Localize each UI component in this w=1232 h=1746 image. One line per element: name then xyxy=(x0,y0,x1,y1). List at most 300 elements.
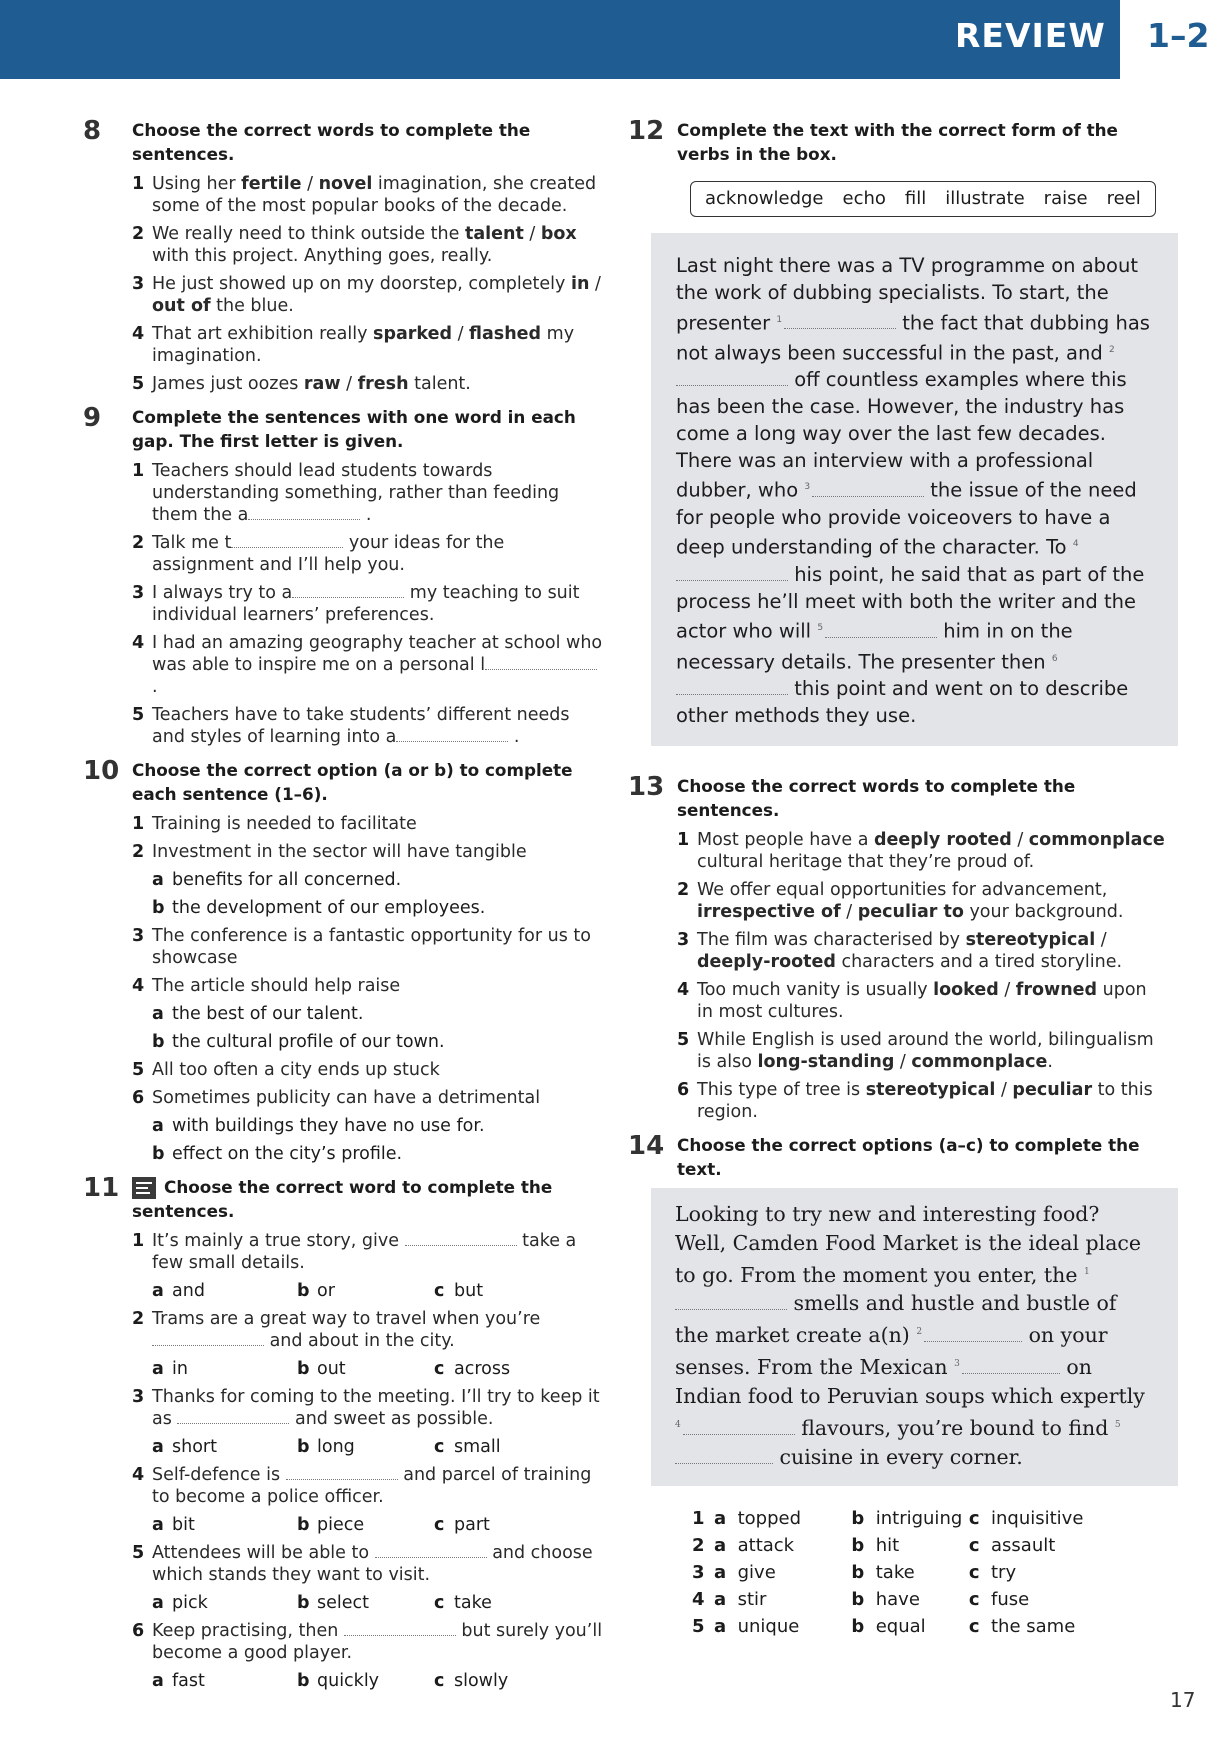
answer-gap[interactable] xyxy=(924,1327,1022,1342)
option-item[interactable] xyxy=(132,1143,605,1165)
option-c[interactable] xyxy=(434,1670,584,1692)
list-item xyxy=(132,273,605,317)
option-item[interactable] xyxy=(132,1115,605,1137)
exercise-14 xyxy=(628,1130,1168,1638)
option-a[interactable] xyxy=(152,1670,297,1692)
item-text: characters and a tired storyline. xyxy=(835,951,1123,972)
answer-gap[interactable] xyxy=(675,1295,787,1310)
list-item xyxy=(132,373,605,395)
option-text: select xyxy=(317,1593,369,1613)
item-text: but surely you’ll become a good player. xyxy=(152,1621,603,1663)
item-text: I always try to a xyxy=(152,583,293,603)
option-text: bit xyxy=(172,1515,195,1535)
option-c[interactable] xyxy=(969,1616,1168,1638)
gap-number: 3 xyxy=(804,482,811,493)
item-number: 3 xyxy=(132,1387,145,1407)
exercise-9 xyxy=(83,405,605,748)
text-segment: on Indian food to Peruvian soups which expertly xyxy=(675,1355,1145,1409)
answer-gap[interactable] xyxy=(344,1621,456,1636)
option-letter: c xyxy=(968,1534,980,1556)
item-text: your ideas for the assignment and I’ll help you. xyxy=(152,533,505,575)
item-number: 1 xyxy=(132,461,145,481)
list-item xyxy=(677,979,1168,1023)
list-item xyxy=(132,813,605,835)
option-text: stir xyxy=(737,1588,767,1610)
option-letter: b xyxy=(851,1561,865,1583)
word-box-item: echo xyxy=(842,188,886,209)
option-text: try xyxy=(991,1561,1017,1583)
option-letter: c xyxy=(434,1671,445,1691)
item-text: We really need to think outside the xyxy=(152,224,465,244)
option-letter: a xyxy=(152,1004,164,1024)
text-segment: cuisine in every corner. xyxy=(773,1444,1023,1469)
list-item xyxy=(677,879,1168,923)
choice-separator: / xyxy=(1095,929,1107,950)
answer-gap[interactable] xyxy=(152,1331,264,1346)
item-text: Investment in the sector will have tangible xyxy=(152,842,527,862)
item-text: Teachers should lead students towards understanding something, rather than feeding them the a xyxy=(152,461,560,525)
option-letter: a xyxy=(152,1437,164,1457)
list-item xyxy=(132,532,605,576)
item-number: 3 xyxy=(132,274,145,294)
option-text: attack xyxy=(737,1534,795,1556)
option-letter: b xyxy=(297,1593,310,1613)
item-text: . xyxy=(1047,1051,1053,1072)
unit-label: 1–2 xyxy=(1147,16,1210,55)
item-text: It’s mainly a true story, give xyxy=(152,1231,405,1251)
item-text: I had an amazing geography teacher at school who was able to inspire me on a personal l xyxy=(152,633,603,675)
choice-separator: / xyxy=(995,1079,1013,1100)
exercise-instruction: Choose the correct options (a–c) to complete the text. xyxy=(677,1134,1140,1179)
item-number: 5 xyxy=(132,1060,145,1080)
gap-number: 5 xyxy=(1114,1420,1121,1431)
option-text: assault xyxy=(991,1534,1056,1556)
exercise-number: 10 xyxy=(83,756,120,786)
answer-row xyxy=(692,1562,1168,1584)
left-column xyxy=(83,118,605,1702)
option-c[interactable] xyxy=(969,1562,1168,1584)
item-text: Attendees will be able to xyxy=(152,1543,375,1563)
item-text: Training is needed to facilitate xyxy=(152,814,417,834)
choice-word[interactable]: raw xyxy=(303,374,341,394)
text-segment: Looking to try new and interesting food? Well, Camden Food Market is the ideal place to go. From the moment you enter, the xyxy=(675,1201,1142,1287)
list-item xyxy=(132,1464,605,1508)
item-number: 1 xyxy=(132,174,145,194)
choice-separator: / xyxy=(894,1051,912,1072)
option-text: across xyxy=(454,1359,511,1379)
item-number: 1 xyxy=(677,829,690,850)
list-item xyxy=(132,1308,605,1352)
gap-number: 5 xyxy=(817,623,824,634)
exercise-number: 8 xyxy=(83,116,102,146)
option-letter: a xyxy=(714,1615,727,1637)
option-text: hit xyxy=(875,1534,900,1556)
answer-row xyxy=(692,1508,1168,1530)
exercise-instruction: Complete the text with the correct form of the verbs in the box. xyxy=(677,120,1118,164)
answer-row xyxy=(692,1616,1168,1638)
gap-number: 2 xyxy=(1108,344,1115,355)
option-b[interactable] xyxy=(851,1562,968,1584)
item-text: to this region. xyxy=(697,1079,1153,1122)
exercise-12 xyxy=(628,118,1168,746)
option-text: part xyxy=(454,1515,490,1535)
option-b[interactable] xyxy=(297,1358,434,1380)
option-text: short xyxy=(172,1437,217,1457)
option-item[interactable] xyxy=(132,897,605,919)
answer-gap[interactable] xyxy=(676,371,788,386)
option-letter: a xyxy=(714,1507,727,1529)
option-a[interactable] xyxy=(152,1358,297,1380)
option-letter: a xyxy=(152,1281,164,1301)
list-item xyxy=(132,925,605,969)
option-a[interactable] xyxy=(152,1514,297,1536)
option-b[interactable] xyxy=(851,1508,968,1530)
exercise-instruction: Choose the correct words to complete the sentences. xyxy=(132,120,531,164)
answer-gap[interactable] xyxy=(676,680,788,695)
option-b[interactable] xyxy=(297,1592,434,1614)
exercise-number: 9 xyxy=(83,403,102,433)
text-segment: on your senses. From the Mexican xyxy=(675,1323,1108,1380)
item-number: 5 xyxy=(132,374,145,394)
option-text: the cultural profile of our town. xyxy=(172,1032,445,1052)
answer-gap[interactable] xyxy=(683,1420,795,1435)
item-text: The conference is a fantastic opportunity for us to showcase xyxy=(152,926,591,968)
item-text: and sweet as possible. xyxy=(289,1409,494,1429)
item-text: That art exhibition really xyxy=(152,324,374,344)
item-text: cultural heritage that they’re proud of. xyxy=(697,851,1035,872)
list-item xyxy=(132,841,605,863)
right-column xyxy=(628,118,1168,1648)
answer-gap[interactable] xyxy=(177,1409,289,1424)
answer-gap[interactable] xyxy=(825,623,937,638)
answer-options xyxy=(628,1508,1168,1638)
item-number: 4 xyxy=(132,976,145,996)
exercise-instruction: Choose the correct words to complete the sentences. xyxy=(677,775,1076,820)
item-number: 1 xyxy=(132,814,145,834)
item-text: Trams are a great way to travel when you’re xyxy=(152,1309,541,1329)
exercise-10 xyxy=(83,758,605,1165)
option-row xyxy=(132,1592,605,1614)
text-segment: this point and went on to describe other methods they use. xyxy=(676,676,1129,727)
choice-word[interactable]: deeply rooted xyxy=(874,829,1012,850)
item-number: 2 xyxy=(132,533,145,553)
option-b[interactable] xyxy=(851,1616,968,1638)
word-box-item: illustrate xyxy=(945,188,1025,209)
text-segment: the issue of the need for people who provide voiceovers to have a deep understanding of the character. To xyxy=(676,478,1137,559)
list-item xyxy=(677,1079,1168,1123)
option-a[interactable] xyxy=(714,1562,851,1584)
option-letter: c xyxy=(968,1615,980,1637)
answer-gap[interactable] xyxy=(675,1449,773,1464)
item-text: We offer equal opportunities for advancement, xyxy=(697,879,1108,900)
option-text: out xyxy=(317,1359,346,1379)
item-number: 6 xyxy=(132,1088,145,1108)
choice-word[interactable]: commonplace xyxy=(911,1051,1048,1072)
option-text: benefits for all concerned. xyxy=(172,870,402,890)
item-text: my imagination. xyxy=(152,324,575,366)
list-item xyxy=(677,929,1168,973)
item-text: Sometimes publicity can have a detrimental xyxy=(152,1088,541,1108)
word-box xyxy=(690,181,1156,217)
option-letter: c xyxy=(968,1507,980,1529)
option-text: long xyxy=(317,1437,355,1457)
option-text: effect on the city’s profile. xyxy=(172,1144,403,1164)
list-item xyxy=(132,704,605,748)
option-text: topped xyxy=(737,1507,802,1529)
item-number: 4 xyxy=(132,633,145,653)
choice-word[interactable]: deeply-rooted xyxy=(697,951,836,972)
choice-separator: / xyxy=(998,979,1016,1000)
gap-number: 4 xyxy=(1072,539,1079,550)
item-number: 2 xyxy=(132,842,145,862)
choice-word[interactable]: irrespective of xyxy=(697,901,841,922)
text-segment: Last night there was a TV programme on about the work of dubbing specialists. To start, the presenter xyxy=(676,254,1138,335)
option-c[interactable] xyxy=(969,1589,1168,1611)
option-b[interactable] xyxy=(297,1670,434,1692)
item-text: . xyxy=(360,505,372,525)
option-a[interactable] xyxy=(714,1616,851,1638)
option-c[interactable] xyxy=(434,1514,584,1536)
answer-gap[interactable] xyxy=(375,1543,487,1558)
review-title: REVIEW xyxy=(955,16,1106,55)
choice-word[interactable]: box xyxy=(540,224,577,244)
choice-word[interactable]: out of xyxy=(152,296,211,316)
choice-separator: / xyxy=(1011,829,1029,850)
list-item xyxy=(132,1386,605,1430)
choice-word[interactable]: fresh xyxy=(357,374,409,394)
list-item xyxy=(132,975,605,997)
item-number: 4 xyxy=(132,1465,145,1485)
item-text: This type of tree is xyxy=(697,1079,866,1100)
item-text: my teaching to suit individual learners’ preferences. xyxy=(152,583,580,625)
option-a[interactable] xyxy=(714,1589,851,1611)
option-text: but xyxy=(454,1281,484,1301)
item-number: 4 xyxy=(132,324,145,344)
answer-gap[interactable] xyxy=(485,655,597,670)
item-text: imagination, she created some of the most popular books of the decade. xyxy=(152,174,597,216)
exercise-instruction: Choose the correct word to complete the sentences. xyxy=(132,1177,553,1221)
choice-word[interactable]: long-standing xyxy=(757,1051,895,1072)
option-a[interactable] xyxy=(152,1592,297,1614)
text-segment: flavours, you’re bound to find xyxy=(794,1415,1115,1440)
choice-word[interactable]: fertile xyxy=(241,174,302,194)
exercise-13 xyxy=(628,771,1168,1123)
gap-number: 2 xyxy=(916,1327,923,1338)
option-letter: b xyxy=(152,1032,165,1052)
item-number: 3 xyxy=(132,926,145,946)
item-text: your background. xyxy=(963,901,1124,922)
item-text: Thanks for coming to the meeting. I’ll try to keep it as xyxy=(152,1387,600,1429)
option-row xyxy=(132,1670,605,1692)
item-text: All too often a city ends up stuck xyxy=(152,1060,440,1080)
word-box-item: fill xyxy=(904,188,927,209)
answer-gap[interactable] xyxy=(286,1465,398,1480)
option-c[interactable] xyxy=(969,1535,1168,1557)
word-box-item: raise xyxy=(1043,188,1088,209)
option-letter: c xyxy=(434,1515,445,1535)
option-c[interactable] xyxy=(969,1508,1168,1530)
choice-word[interactable]: novel xyxy=(318,174,373,194)
text-segment: him in on the necessary details. The presenter then xyxy=(676,619,1073,674)
option-letter: c xyxy=(434,1437,445,1457)
list-item xyxy=(132,1542,605,1586)
option-letter: a xyxy=(714,1534,727,1556)
option-b[interactable] xyxy=(851,1535,968,1557)
answer-row xyxy=(692,1535,1168,1557)
item-number: 3 xyxy=(692,1561,705,1583)
text-segment: his point, he said that as part of the process he’ll meet with both the writer and the actor who will xyxy=(676,562,1145,643)
gap-number: 4 xyxy=(675,1420,681,1431)
answer-gap[interactable] xyxy=(405,1231,517,1246)
option-text: intriguing xyxy=(875,1507,963,1529)
option-c[interactable] xyxy=(434,1436,584,1458)
option-text: inquisitive xyxy=(991,1507,1084,1529)
choice-word[interactable]: stereotypical xyxy=(865,1079,996,1100)
item-text: . xyxy=(508,727,520,747)
option-b[interactable] xyxy=(297,1280,434,1302)
list-item xyxy=(132,632,605,698)
option-c[interactable] xyxy=(434,1280,584,1302)
item-text: . xyxy=(152,677,158,697)
exercise-number: 13 xyxy=(628,771,665,802)
option-letter: a xyxy=(714,1588,727,1610)
gap-number: 1 xyxy=(1083,1266,1090,1277)
item-number: 5 xyxy=(132,705,145,725)
option-letter: a xyxy=(152,870,164,890)
item-text: Talk me t xyxy=(152,533,232,553)
choice-word[interactable]: sparked xyxy=(373,324,452,344)
item-text: Using her xyxy=(152,174,242,194)
choice-separator: / xyxy=(452,324,470,344)
text-segment: the fact that dubbing has not always been successful in the past, and xyxy=(676,311,1150,365)
option-row xyxy=(132,1358,605,1380)
option-letter: a xyxy=(152,1671,164,1691)
option-text: with buildings they have no use for. xyxy=(172,1116,485,1136)
item-text: take a few small details. xyxy=(152,1231,577,1273)
text-segment: off countless examples where this has been the case. However, the industry has come a long way over the last few decades. There was an interview with a professional dubber, who xyxy=(676,368,1127,502)
item-number: 2 xyxy=(692,1534,705,1556)
option-letter: b xyxy=(152,898,165,918)
option-item[interactable] xyxy=(132,1003,605,1025)
item-text: Too much vanity is usually xyxy=(697,979,934,1000)
choice-word[interactable]: stereotypical xyxy=(965,929,1096,950)
choice-word[interactable]: peculiar to xyxy=(857,901,964,922)
option-text: piece xyxy=(317,1515,365,1535)
word-box-item: acknowledge xyxy=(705,188,824,209)
answer-gap[interactable] xyxy=(676,566,788,581)
option-a[interactable] xyxy=(152,1280,297,1302)
item-number: 6 xyxy=(677,1079,690,1100)
choice-word[interactable]: commonplace xyxy=(1028,829,1165,850)
option-b[interactable] xyxy=(297,1514,434,1536)
item-text: upon in most cultures. xyxy=(697,979,1147,1022)
item-number: 1 xyxy=(692,1507,705,1529)
list-item xyxy=(132,1230,605,1274)
item-number: 6 xyxy=(132,1621,145,1641)
option-b[interactable] xyxy=(851,1589,968,1611)
list-item xyxy=(677,1029,1168,1073)
answer-gap[interactable] xyxy=(812,482,924,497)
choice-separator: / xyxy=(840,901,858,922)
option-row xyxy=(132,1436,605,1458)
option-letter: b xyxy=(297,1437,310,1457)
option-text: have xyxy=(875,1588,920,1610)
item-number: 4 xyxy=(692,1588,705,1610)
option-text: the best of our talent. xyxy=(172,1004,364,1024)
choice-word[interactable]: frowned xyxy=(1015,979,1098,1000)
option-letter: a xyxy=(152,1116,164,1136)
option-c[interactable] xyxy=(434,1358,584,1380)
option-a[interactable] xyxy=(714,1508,851,1530)
option-letter: b xyxy=(152,1144,165,1164)
header-band xyxy=(0,0,1120,79)
item-text: the blue. xyxy=(210,296,294,316)
answer-gap[interactable] xyxy=(292,583,404,598)
option-text: slowly xyxy=(454,1671,509,1691)
choice-word[interactable]: in xyxy=(570,274,590,294)
list-item xyxy=(132,223,605,267)
choice-separator: / xyxy=(301,174,319,194)
list-item xyxy=(132,173,605,217)
option-letter: c xyxy=(434,1359,445,1379)
option-letter: b xyxy=(851,1534,865,1556)
option-letter: a xyxy=(152,1593,164,1613)
text-segment: smells and hustle and bustle of the market create a(n) xyxy=(675,1291,1117,1348)
word-box-item: reel xyxy=(1106,188,1141,209)
choice-separator: / xyxy=(340,374,358,394)
option-b[interactable] xyxy=(297,1436,434,1458)
answer-gap[interactable] xyxy=(248,505,360,520)
option-item[interactable] xyxy=(132,869,605,891)
option-a[interactable] xyxy=(714,1535,851,1557)
item-number: 5 xyxy=(132,1543,145,1563)
item-number: 1 xyxy=(132,1231,145,1251)
option-letter: a xyxy=(714,1561,727,1583)
page-number: 17 xyxy=(1170,1688,1196,1712)
answer-gap[interactable] xyxy=(962,1359,1060,1374)
option-letter: b xyxy=(297,1281,310,1301)
choice-word[interactable]: talent xyxy=(464,224,524,244)
exercise-number: 11 xyxy=(83,1173,120,1203)
gap-fill-text xyxy=(651,1188,1178,1486)
option-text: small xyxy=(454,1437,501,1457)
exercise-11 xyxy=(83,1175,605,1692)
option-text: or xyxy=(317,1281,335,1301)
choice-separator: / xyxy=(523,224,541,244)
item-text: and choose which stands they want to visit. xyxy=(152,1543,593,1585)
answer-gap[interactable] xyxy=(784,314,896,329)
option-text: fuse xyxy=(991,1588,1030,1610)
item-text: Self-defence is xyxy=(152,1465,286,1485)
item-text: talent. xyxy=(408,374,471,394)
option-letter: a xyxy=(152,1515,164,1535)
item-text: Keep practising, then xyxy=(152,1621,344,1641)
answer-gap[interactable] xyxy=(231,533,343,548)
item-number: 4 xyxy=(677,979,690,1000)
option-letter: c xyxy=(968,1561,980,1583)
answer-gap[interactable] xyxy=(396,727,508,742)
choice-word[interactable]: looked xyxy=(933,979,999,1000)
option-c[interactable] xyxy=(434,1592,584,1614)
choice-word[interactable]: peculiar xyxy=(1012,1079,1093,1100)
choice-word[interactable]: flashed xyxy=(469,324,542,344)
item-number: 2 xyxy=(132,224,145,244)
option-item[interactable] xyxy=(132,1031,605,1053)
list-item xyxy=(132,323,605,367)
option-text: take xyxy=(454,1593,492,1613)
option-a[interactable] xyxy=(152,1436,297,1458)
option-letter: b xyxy=(297,1359,310,1379)
